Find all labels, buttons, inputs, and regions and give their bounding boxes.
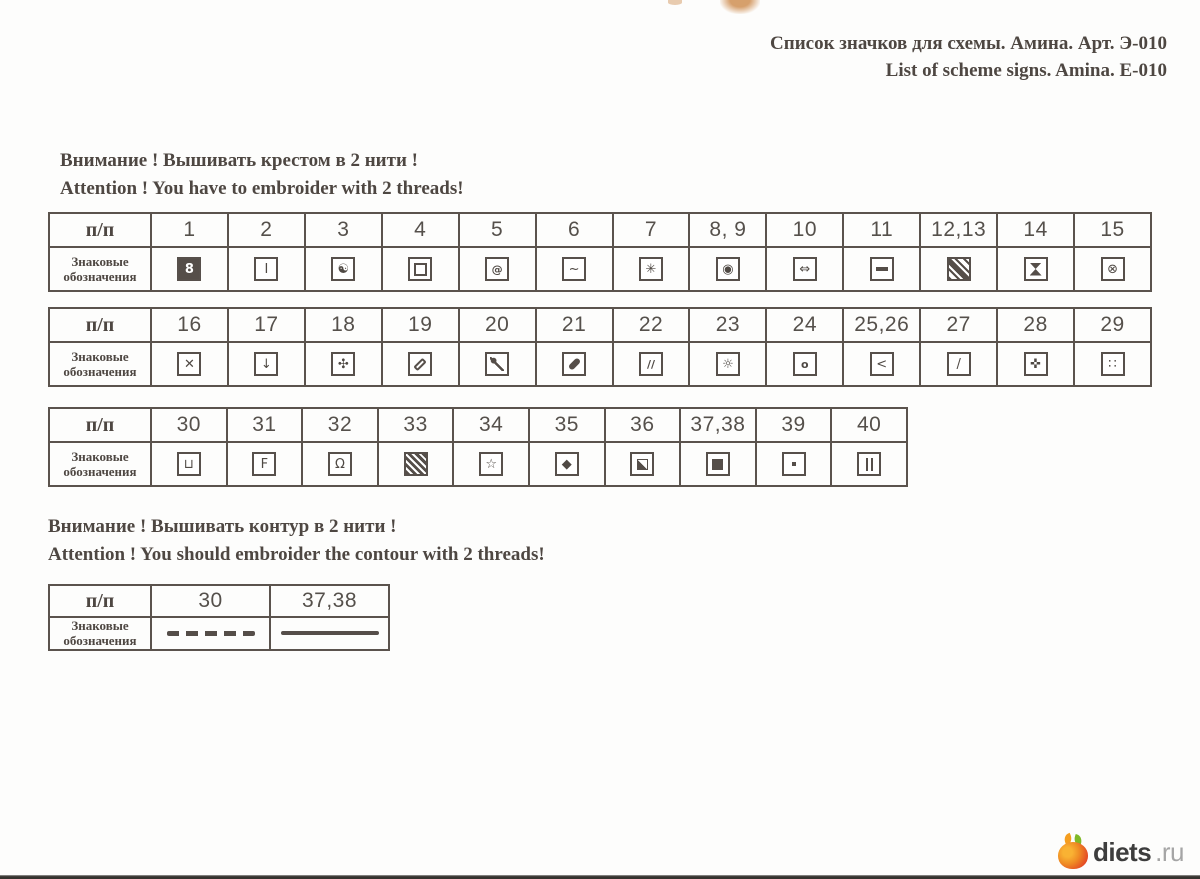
number-cell: 21 <box>536 308 613 342</box>
number-cell: 37,38 <box>270 585 389 617</box>
symbol-cell <box>536 342 613 386</box>
warning-cross <box>60 147 464 203</box>
number-cell: 1 <box>151 213 228 247</box>
symbol-cell <box>613 247 690 291</box>
outline-slash-icon <box>408 352 432 376</box>
center-dot-icon <box>782 452 806 476</box>
small-circle-icon: o <box>793 352 817 376</box>
symbols-row <box>49 342 1151 386</box>
inverse-eight-icon: 8 <box>177 257 201 281</box>
double-vertical-bars-icon <box>857 452 881 476</box>
number-cell: 10 <box>766 213 843 247</box>
header-title-en: List of scheme signs. Amina. E-010 <box>885 59 1167 81</box>
symbol-cell <box>1074 247 1151 291</box>
number-cell: 27 <box>920 308 997 342</box>
number-cell: 14 <box>997 213 1074 247</box>
circled-cross-icon: ⊗ <box>1101 257 1125 281</box>
down-arrow-icon: ↓ <box>254 352 278 376</box>
symbol-cell <box>756 442 832 486</box>
four-dots-icon: ∷ <box>1101 352 1125 376</box>
warning-contour-en: Attention ! You should embroider the contour with 2 threads! <box>48 544 545 566</box>
hatched-fill-icon <box>404 452 428 476</box>
symbol-cell <box>613 342 690 386</box>
warning-cross-en: Attention ! You have to embroider with 2 threads! <box>60 178 464 200</box>
number-cell: 24 <box>766 308 843 342</box>
symbol-cell <box>843 342 920 386</box>
number-cell: 16 <box>151 308 228 342</box>
at-sign-icon: @ <box>485 257 509 281</box>
number-cell: 37,38 <box>680 408 756 442</box>
letter-f-icon: F <box>252 452 276 476</box>
warning-cross-ru: Внимание ! Вышивать крестом в 2 нити ! <box>60 150 418 171</box>
apple-icon <box>1057 834 1089 870</box>
symbol-cell <box>382 342 459 386</box>
number-cell: 32 <box>302 408 378 442</box>
scan-stain-small <box>668 0 682 5</box>
horizontal-dash-icon <box>870 257 894 281</box>
number-cell: 7 <box>613 213 690 247</box>
number-cell: 12,13 <box>920 213 997 247</box>
solid-line-icon <box>281 631 379 635</box>
number-cell: 23 <box>689 308 766 342</box>
number-cell: 17 <box>228 308 305 342</box>
number-cell: 15 <box>1074 213 1151 247</box>
scan-bottom-edge <box>0 875 1200 879</box>
logo-text: diets <box>1092 836 1152 867</box>
symbol-cell <box>997 247 1074 291</box>
number-cell: 30 <box>151 408 227 442</box>
logo-suffix: .ru <box>1155 836 1184 867</box>
yin-yang-icon: ☯ <box>331 257 355 281</box>
number-cell: 28 <box>997 308 1074 342</box>
pp-header-cell: п/п <box>49 585 151 617</box>
symbol-cell <box>766 247 843 291</box>
dashed-line-icon <box>167 631 255 636</box>
symbol-cell <box>920 342 997 386</box>
signs-30-40 <box>48 407 908 487</box>
inner-square-icon <box>408 257 432 281</box>
symbol-cell <box>459 342 536 386</box>
symbol-cell <box>1074 342 1151 386</box>
signs-1-15 <box>48 212 1152 292</box>
symbol-cell <box>529 442 605 486</box>
symbol-cell <box>151 617 270 650</box>
sign-table-16-29 <box>48 307 1152 387</box>
diets-logo[interactable] <box>1057 834 1184 870</box>
contour-signs <box>48 584 390 651</box>
black-diamond-icon: ◆ <box>555 452 579 476</box>
number-cell: 22 <box>613 308 690 342</box>
symbol-cell <box>680 442 756 486</box>
symbol-cell <box>382 247 459 291</box>
symbol-cell <box>997 342 1074 386</box>
numbers-row <box>49 308 1151 342</box>
symbols-row <box>49 442 907 486</box>
four-petal-dots-icon: ✣ <box>331 352 355 376</box>
sun-icon: ☼ <box>716 352 740 376</box>
snowflake-asterisk-icon: ✳ <box>639 257 663 281</box>
double-slash-icon: // <box>639 352 663 376</box>
contour-sign-table <box>48 584 390 651</box>
letter-i-icon: I <box>254 257 278 281</box>
square-cup-icon: ⊔ <box>177 452 201 476</box>
sign-table-30-40 <box>48 407 908 487</box>
number-cell: 4 <box>382 213 459 247</box>
number-cell: 20 <box>459 308 536 342</box>
number-cell: 5 <box>459 213 536 247</box>
signs-label-cell: Знаковые обозначения <box>49 342 151 386</box>
less-than-icon: < <box>870 352 894 376</box>
pp-header-cell: п/п <box>49 213 151 247</box>
symbol-cell <box>151 342 228 386</box>
cross-x-icon: ✕ <box>177 352 201 376</box>
number-cell: 11 <box>843 213 920 247</box>
signs-label-cell: Знаковые обозначения <box>49 247 151 291</box>
symbol-cell <box>302 442 378 486</box>
number-cell: 6 <box>536 213 613 247</box>
left-right-arrow-icon: ⇔ <box>793 257 817 281</box>
symbol-cell <box>227 442 303 486</box>
number-cell: 19 <box>382 308 459 342</box>
header-title-ru: Список значков для схемы. Амина. Арт. Э-010 <box>770 33 1167 54</box>
number-cell: 3 <box>305 213 382 247</box>
number-cell: 40 <box>831 408 907 442</box>
open-center-cross-icon: ✜ <box>1024 352 1048 376</box>
symbol-cell <box>151 442 227 486</box>
symbol-cell <box>689 342 766 386</box>
number-cell: 18 <box>305 308 382 342</box>
symbol-cell <box>151 247 228 291</box>
symbol-cell <box>920 247 997 291</box>
filled-square-icon <box>706 452 730 476</box>
number-cell: 35 <box>529 408 605 442</box>
symbol-cell <box>605 442 681 486</box>
slash-icon: / <box>947 352 971 376</box>
pp-header-cell: п/п <box>49 408 151 442</box>
tilde-icon: ~ <box>562 257 586 281</box>
symbols-row <box>49 247 1151 291</box>
document-header <box>770 31 1167 85</box>
symbol-cell <box>228 342 305 386</box>
half-filled-square-icon <box>630 452 654 476</box>
number-cell: 33 <box>378 408 454 442</box>
sign-table-1-15 <box>48 212 1152 292</box>
number-cell: 36 <box>605 408 681 442</box>
symbol-cell <box>689 247 766 291</box>
number-cell: 8, 9 <box>689 213 766 247</box>
numbers-row <box>49 408 907 442</box>
numbers-row <box>49 585 389 617</box>
symbol-cell <box>843 247 920 291</box>
hourglass-icon <box>1024 257 1048 281</box>
hatched-diagonal-icon <box>947 257 971 281</box>
symbols-row <box>49 617 389 650</box>
ink-blob-icon <box>562 352 586 376</box>
number-cell: 29 <box>1074 308 1151 342</box>
pp-header-cell: п/п <box>49 308 151 342</box>
number-cell: 30 <box>151 585 270 617</box>
symbol-cell <box>228 247 305 291</box>
signs-label-cell: Знаковые обозначения <box>49 442 151 486</box>
scan-stain <box>720 0 760 14</box>
signs-label-cell: Знаковые обозначения <box>49 617 151 650</box>
symbol-cell <box>459 247 536 291</box>
omega-icon: Ω <box>328 452 352 476</box>
symbol-cell <box>536 247 613 291</box>
number-cell: 25,26 <box>843 308 920 342</box>
circled-dot-icon: ◉ <box>716 257 740 281</box>
symbol-cell <box>453 442 529 486</box>
warning-contour-ru: Внимание ! Вышивать контур в 2 нити ! <box>48 516 397 537</box>
symbol-cell <box>831 442 907 486</box>
star-outline-icon: ☆ <box>479 452 503 476</box>
apple-body <box>1058 842 1088 869</box>
signs-16-29 <box>48 307 1152 387</box>
number-cell: 31 <box>227 408 303 442</box>
symbol-cell <box>378 442 454 486</box>
number-cell: 39 <box>756 408 832 442</box>
symbol-cell <box>270 617 389 650</box>
symbol-cell <box>305 247 382 291</box>
number-cell: 34 <box>453 408 529 442</box>
warning-contour <box>48 513 545 569</box>
symbol-cell <box>766 342 843 386</box>
pin-icon <box>485 352 509 376</box>
numbers-row <box>49 213 1151 247</box>
symbol-cell <box>305 342 382 386</box>
number-cell: 2 <box>228 213 305 247</box>
